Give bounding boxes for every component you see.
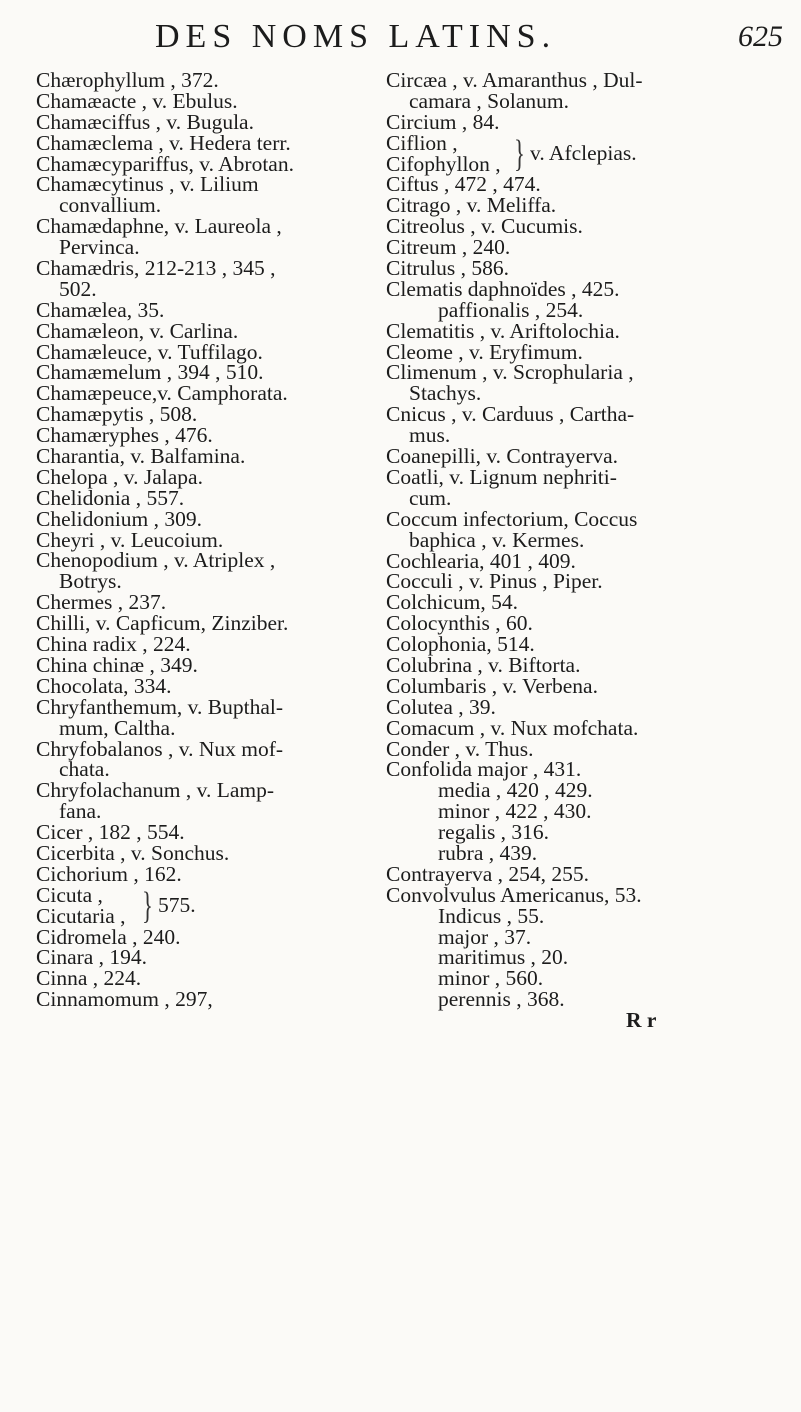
index-entry: Cocculi , v. Pinus , Piper. [386, 569, 603, 594]
index-entry: Colutea , 39. [386, 694, 496, 719]
index-subentry: rubra , 439. [438, 840, 538, 865]
index-entry: Clematitis , v. Ariftolochia. [386, 318, 620, 343]
index-entry: Contrayerva , 254, 255. [386, 861, 590, 886]
index-entry: Conder , v. Thus. [386, 736, 534, 761]
index-entry: Clematis daphnoïdes , 425. [386, 276, 620, 301]
index-entry: Coccum infectorium, Coccus [386, 506, 638, 531]
index-entry: Cidromela , 240. [36, 924, 181, 949]
index-entry: Chenopodium , v. Atriplex , [36, 548, 276, 573]
index-entry: Circium , 84. [386, 109, 500, 134]
index-entry: Chelopa , v. Jalapa. [36, 464, 203, 489]
brace-icon: } [514, 132, 525, 175]
braced-reference: 575. [158, 892, 196, 917]
index-entry: Chamædaphne, v. Laureola , [36, 214, 282, 239]
index-entry: Chryfobalanos , v. Nux mof- [36, 736, 284, 761]
index-entry: China radix , 224. [36, 632, 191, 657]
index-entry: Cinna , 224. [36, 966, 142, 991]
index-entry: Colocynthis , 60. [386, 611, 533, 636]
index-entry: Chryfanthemum, v. Bupthal- [36, 694, 284, 719]
index-entry-continuation: 502. [59, 276, 97, 301]
index-entry: Citreolus , v. Cucumis. [386, 214, 583, 239]
index-entry: Cheyri , v. Leucoium. [36, 527, 224, 552]
brace-icon: } [142, 884, 153, 927]
index-entry-continuation: Pervinca. [59, 235, 140, 260]
index-entry-continuation: mum, Caltha. [59, 715, 176, 740]
index-entry-continuation: camara , Solanum. [409, 88, 570, 113]
braced-entry-group [36, 882, 366, 928]
index-entry: Ciftus , 472 , 474. [386, 172, 541, 197]
index-entry: Colophonia, 514. [386, 632, 535, 657]
braced-reference: v. Afclepias. [530, 140, 637, 165]
index-entry: Chamæciffus , v. Bugula. [36, 109, 254, 134]
index-entry: Chamæcypariffus, v. Abrotan. [36, 151, 294, 176]
index-entry: Chamædris, 212-213 , 345 , [36, 256, 276, 281]
index-entry: Chryfolachanum , v. Lamp- [36, 778, 275, 803]
left-column [36, 70, 366, 1010]
index-entry: Chamæpytis , 508. [36, 402, 198, 427]
index-entry: Climenum , v. Scrophularia , [386, 360, 634, 385]
index-subentry: paffionalis , 254. [438, 297, 584, 322]
index-entry: Chelidonia , 557. [36, 485, 185, 510]
index-entry: Cleome , v. Eryfimum. [386, 339, 583, 364]
index-entry: Colchicum, 54. [386, 590, 518, 615]
index-entry-continuation: cum. [409, 485, 452, 510]
index-entry: Chamæclema , v. Hedera terr. [36, 130, 291, 155]
index-entry-continuation: baphica , v. Kermes. [409, 527, 585, 552]
index-subentry: minor , 422 , 430. [438, 799, 592, 824]
index-entry: Citrago , v. Meliffa. [386, 193, 557, 218]
index-entry: Comacum , v. Nux mofchata. [386, 715, 639, 740]
index-entry: Chamæmelum , 394 , 510. [36, 360, 264, 385]
index-entry: Chocolata, 334. [36, 673, 172, 698]
index-entry: Cinnamomum , 297, [36, 987, 213, 1012]
index-entry-continuation: fana. [59, 799, 102, 824]
index-subentry: Indicus , 55. [438, 903, 545, 928]
index-entry: Citrulus , 586. [386, 256, 510, 281]
index-subentry: regalis , 316. [438, 820, 550, 845]
index-entry: Coanepilli, v. Contrayerva. [386, 444, 619, 469]
index-entry: Columbaris , v. Verbena. [386, 673, 598, 698]
index-entry: Chamæryphes , 476. [36, 423, 213, 448]
index-subentry: perennis , 368. [438, 987, 565, 1012]
index-entry: Chærophyllum , 372. [36, 68, 219, 92]
index-entry: Cinara , 194. [36, 945, 148, 970]
index-subentry: media , 420 , 429. [438, 778, 593, 803]
index-entry: Chamæacte , v. Ebulus. [36, 88, 238, 113]
index-entry: Colubrina , v. Biftorta. [386, 652, 581, 677]
index-entry: Confolida major , 431. [386, 757, 582, 782]
index-entry: Charantia, v. Balfamina. [36, 444, 246, 469]
index-entry: China chinæ , 349. [36, 652, 198, 677]
index-entry: Chilli, v. Capficum, Zinziber. [36, 611, 289, 636]
index-entry: Cicutaria , [36, 903, 126, 928]
index-entry: Chermes , 237. [36, 590, 167, 615]
signature-mark: R r [626, 1008, 657, 1033]
right-column [386, 70, 791, 1031]
index-entry-continuation: convallium. [59, 193, 162, 218]
page-header [0, 8, 801, 64]
index-subentry: major , 37. [438, 924, 532, 949]
index-entry: Circæa , v. Amaranthus , Dul- [386, 68, 643, 92]
index-entry-continuation: Stachys. [409, 381, 482, 406]
page-number: 625 [738, 20, 783, 53]
index-entry: Cicerbita , v. Sonchus. [36, 840, 230, 865]
index-entry-continuation: mus. [409, 423, 451, 448]
index-entry: Chamæleuce, v. Tuffilago. [36, 339, 263, 364]
index-subentry: maritimus , 20. [438, 945, 569, 970]
index-entry: Cicer , 182 , 554. [36, 820, 185, 845]
index-subentry: minor , 560. [438, 966, 544, 991]
index-entry: Cochlearia, 401 , 409. [386, 548, 576, 573]
index-entry: Chamælea, 35. [36, 297, 165, 322]
index-entry: Cnicus , v. Carduus , Cartha- [386, 402, 635, 427]
index-entry-continuation: Botrys. [59, 569, 122, 594]
index-entry: Cifophyllon , [386, 151, 501, 176]
index-entry: Chelidonium , 309. [36, 506, 203, 531]
index-entry: Cichorium , 162. [36, 861, 182, 886]
index-entry: Cicuta , [36, 882, 103, 907]
index-entry: Convolvulus Americanus, 53. [386, 882, 642, 907]
braced-entry-group [386, 130, 791, 176]
index-entry-continuation: chata. [59, 757, 110, 782]
index-entry: Citreum , 240. [386, 235, 511, 260]
index-entry: Chamæleon, v. Carlina. [36, 318, 239, 343]
index-entry: Chamæpeuce,v. Camphorata. [36, 381, 288, 406]
index-entry: Ciflion , [386, 130, 458, 155]
index-entry: Chamæcytinus , v. Lilium [36, 172, 259, 197]
index-entry: Coatli, v. Lignum nephriti- [386, 464, 617, 489]
running-title: DES NOMS LATINS. [155, 18, 557, 55]
